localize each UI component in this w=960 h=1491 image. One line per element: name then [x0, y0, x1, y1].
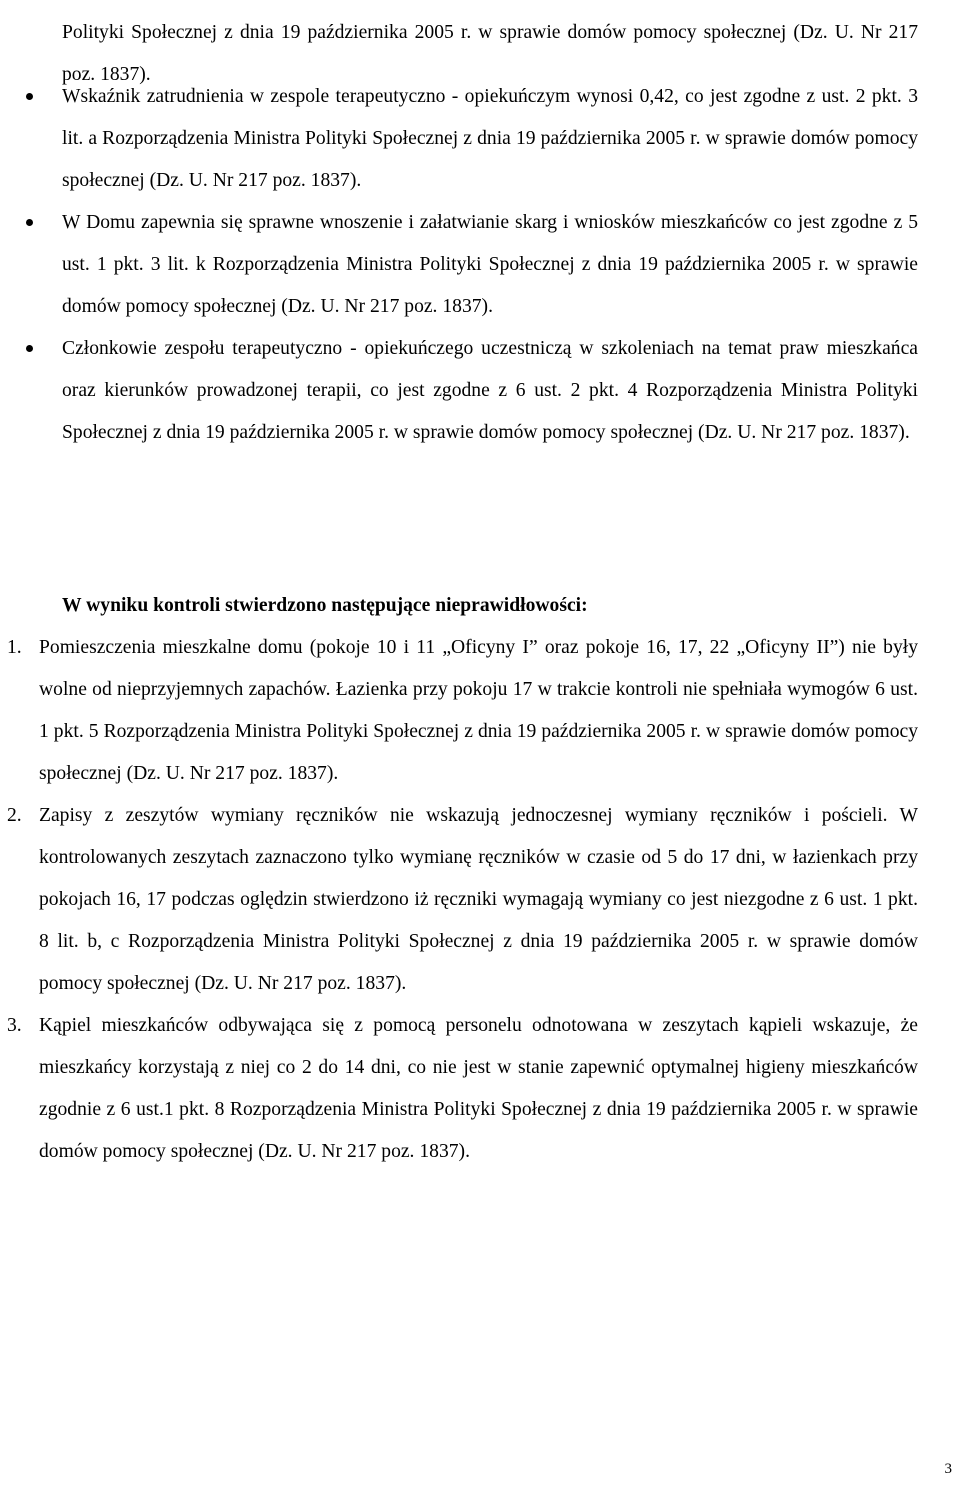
finding-item: [0, 795, 918, 1005]
bullet-icon: [26, 345, 33, 352]
bullet-icon: [26, 93, 33, 100]
bullet-item: [0, 76, 918, 202]
bullet-text: Wskaźnik zatrudnienia w zespole terapeutyczno - opiekuńczym wynosi 0,42, co jest zgodne z ust. 2 pkt. 3 lit. a Rozporządzenia Ministra Polityki Społecznej z dnia 19 października 2005 r. w sprawie domów pomocy społecznej (Dz. U. Nr 217 poz. 1837).: [62, 86, 918, 191]
findings-heading: W wyniku kontroli stwierdzono następujące nieprawidłowości:: [62, 595, 588, 616]
finding-text: Pomieszczenia mieszkalne domu (pokoje 10 i 11 „Oficyny I” oraz pokoje 16, 17, 22 „Oficyny II”) nie były wolne od nieprzyjemnych zapachów. Łazienka przy pokoju 17 w trakcie kontroli nie spełniała wymogów 6 ust. 1 pkt. 5 Rozporządzenia Ministra Polityki Społecznej z dnia 19 października 2005 r. w sprawie domów pomocy społecznej (Dz. U. Nr 217 poz. 1837).: [39, 637, 918, 784]
compliance-bullet-list: [0, 76, 960, 454]
finding-item: [0, 1005, 918, 1173]
bullet-icon: [26, 219, 33, 226]
bullet-item: [0, 328, 918, 454]
finding-text: Kąpiel mieszkańców odbywająca się z pomocą personelu odnotowana w zeszytach kąpieli wskazuje, że mieszkańcy korzystają z niej co 2 do 14 dni, co nie jest w stanie zapewnić optymalnej higieny mieszkańców zgodnie z 6 ust.1 pkt. 8 Rozporządzenia Ministra Polityki Społecznej z dnia 19 października 2005 r. w sprawie domów pomocy społecznej (Dz. U. Nr 217 poz. 1837).: [39, 1015, 918, 1162]
bullet-text: W Domu zapewnia się sprawne wnoszenie i załatwianie skarg i wniosków mieszkańców co jest zgodne z 5 ust. 1 pkt. 3 lit. k Rozporządzenia Ministra Polityki Społecznej z dnia 19 października 2005 r. w sprawie domów pomocy społecznej (Dz. U. Nr 217 poz. 1837).: [62, 212, 918, 317]
finding-number: 3.: [7, 1015, 22, 1036]
finding-number: 2.: [7, 805, 22, 826]
page-number: 3: [944, 1461, 952, 1477]
continuation-paragraph: Polityki Społecznej z dnia 19 października 2005 r. w sprawie domów pomocy społecznej (Dz. U. Nr 217 poz. 1837).: [62, 21, 918, 85]
finding-item: [0, 627, 918, 795]
bullet-text: Członkowie zespołu terapeutyczno - opiekuńczego uczestniczą w szkoleniach na temat praw mieszkańca oraz kierunków prowadzonej terapii, co jest zgodne z 6 ust. 2 pkt. 4 Rozporządzenia Ministra Polityki Społecznej z dnia 19 października 2005 r. w sprawie domów pomocy społecznej (Dz. U. Nr 217 poz. 1837).: [62, 338, 918, 443]
finding-text: Zapisy z zeszytów wymiany ręczników nie wskazują jednoczesnej wymiany ręczników i pościeli. W kontrolowanych zeszytach zaznaczono tylko wymianę ręczników w czasie od 5 do 17 dni, w łazienkach przy pokojach 16, 17 podczas oględzin stwierdzono iż ręczniki wymagają wymiany co jest niezgodne z 6 ust. 1 pkt. 8 lit. b, c Rozporządzenia Ministra Polityki Społecznej z dnia 19 października 2005 r. w sprawie domów pomocy społecznej (Dz. U. Nr 217 poz. 1837).: [39, 805, 918, 994]
findings-list: [0, 627, 960, 1173]
finding-number: 1.: [7, 637, 22, 658]
bullet-item: [0, 202, 918, 328]
